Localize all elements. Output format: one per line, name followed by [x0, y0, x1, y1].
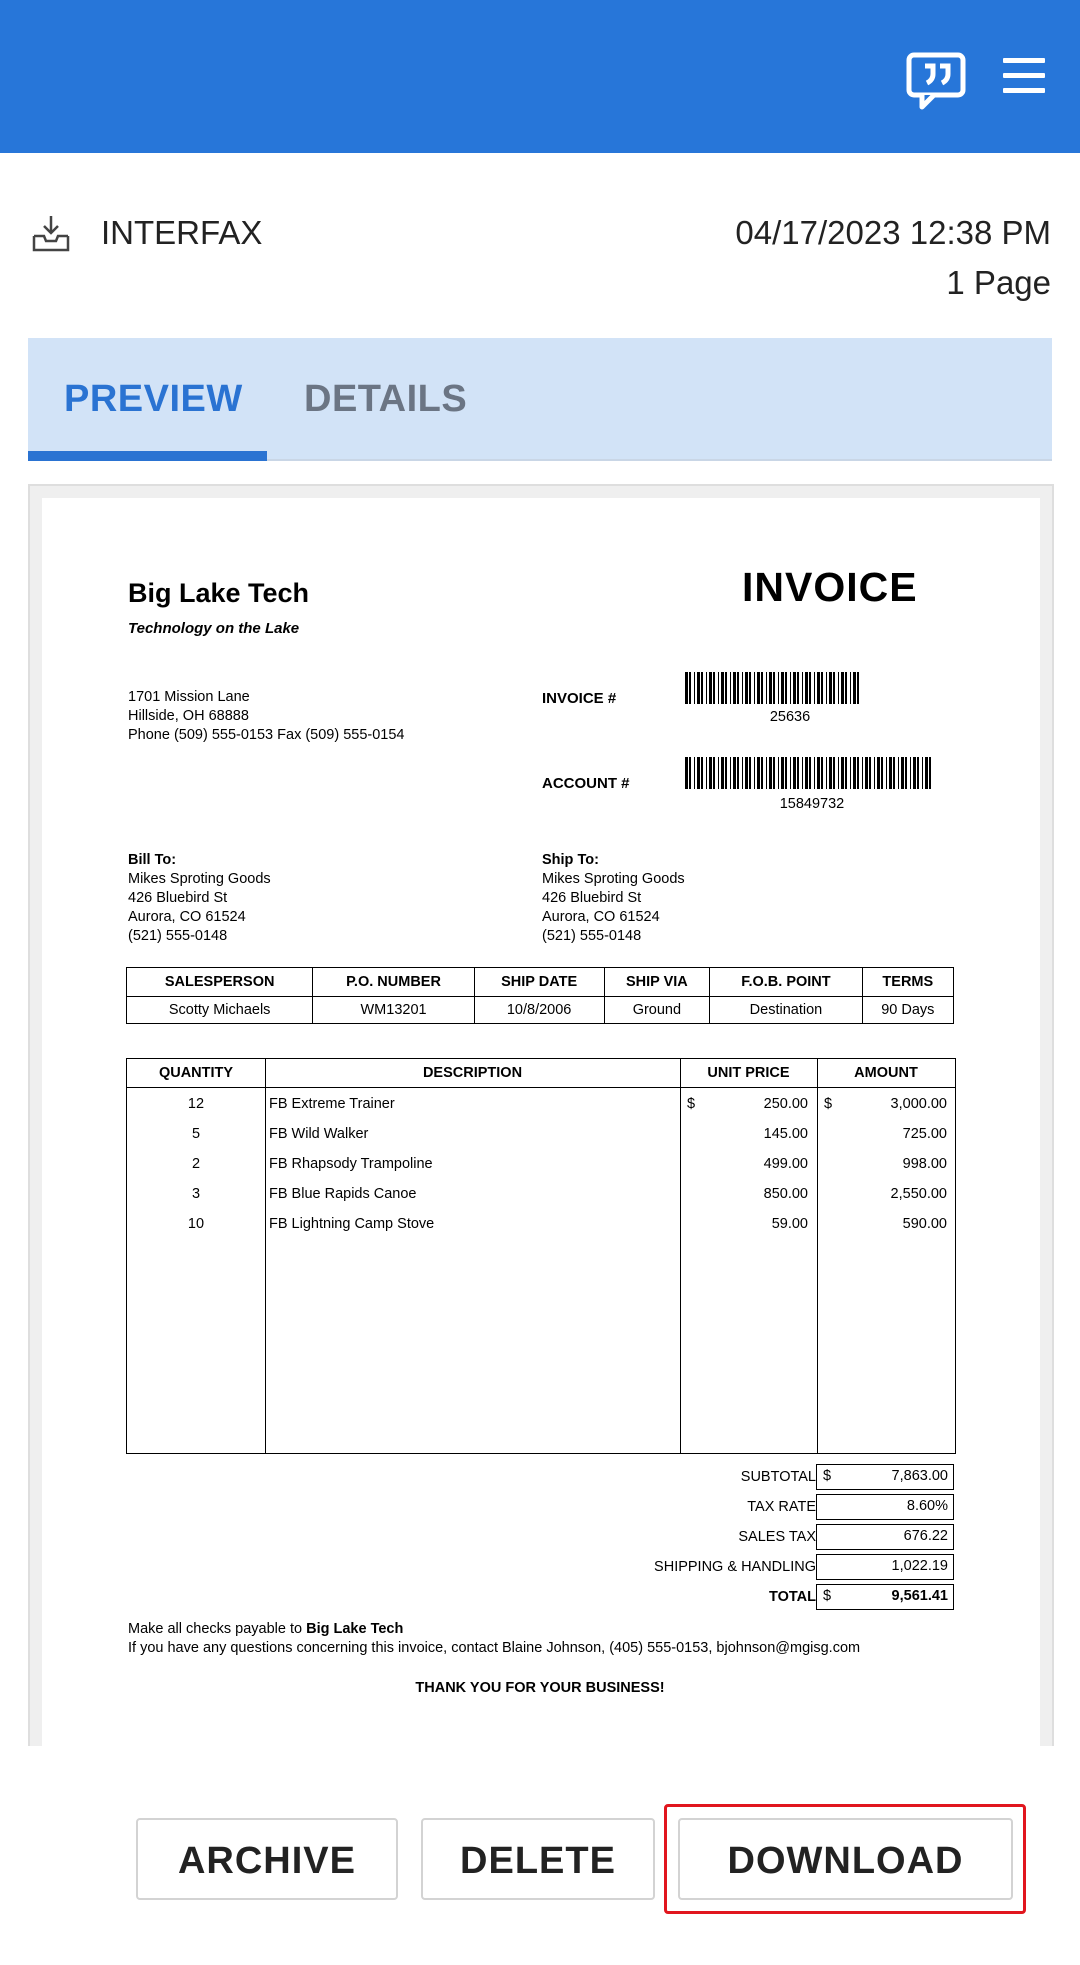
total-label: SALES TAX: [738, 1529, 816, 1545]
ship-to-block: Ship To: Mikes Sproting Goods 426 Bluebird St Aurora, CO 61524 (521) 555-0148: [542, 852, 685, 944]
order-value-cell: WM13201: [313, 997, 474, 1024]
items-header-amount: AMOUNT: [854, 1065, 918, 1081]
order-header-cell: SHIP DATE: [474, 968, 604, 997]
item-description: FB Rhapsody Trampoline: [269, 1156, 433, 1172]
total-value: 676.22: [903, 1528, 948, 1544]
account-number-label: ACCOUNT #: [542, 775, 630, 792]
order-header-cell: F.O.B. POINT: [710, 968, 862, 997]
invoice-number-label: INVOICE #: [542, 690, 617, 707]
tab-preview[interactable]: PREVIEW: [64, 378, 243, 420]
item-unit-price: 499.00: [763, 1156, 808, 1172]
items-header-unit-price: UNIT PRICE: [707, 1065, 790, 1081]
item-unit-price: 850.00: [763, 1186, 808, 1202]
item-description: FB Extreme Trainer: [269, 1096, 395, 1112]
tab-bar: [28, 338, 1052, 461]
document-preview[interactable]: [28, 484, 1054, 1746]
total-value-box: [816, 1524, 954, 1550]
delete-button[interactable]: DELETE: [421, 1818, 655, 1900]
order-value-cell: 10/8/2006: [474, 997, 604, 1024]
invoice-barcode: [685, 672, 865, 704]
total-value: 1,022.19: [891, 1558, 948, 1574]
invoice-title: INVOICE: [742, 564, 918, 610]
total-value-box: [816, 1554, 954, 1580]
tab-details[interactable]: DETAILS: [304, 378, 468, 420]
items-header-quantity: QUANTITY: [158, 1065, 234, 1081]
item-amount: 725.00: [902, 1126, 947, 1142]
order-header-cell: TERMS: [862, 968, 953, 997]
order-header-cell: SALESPERSON: [127, 968, 313, 997]
item-description: FB Wild Walker: [269, 1126, 369, 1142]
order-header-cell: P.O. NUMBER: [313, 968, 474, 997]
download-highlight-box: [664, 1804, 1026, 1914]
download-button[interactable]: DOWNLOAD: [678, 1818, 1013, 1900]
total-value-box: [816, 1584, 954, 1610]
fax-page-count: 1 Page: [946, 264, 1051, 301]
fax-sender: INTERFAX: [101, 214, 263, 251]
order-value-cell: Scotty Michaels: [127, 997, 313, 1024]
currency-symbol: $: [824, 1096, 833, 1112]
total-value-box: [816, 1464, 954, 1490]
currency-symbol: $: [823, 1468, 832, 1484]
total-value: 8.60%: [906, 1498, 948, 1514]
item-unit-price: 250.00: [763, 1096, 808, 1112]
item-quantity: 3: [191, 1186, 201, 1202]
fax-info-row: [0, 200, 1080, 310]
hamburger-menu-icon[interactable]: [1003, 56, 1045, 101]
invoice-tagline: Technology on the Lake: [128, 620, 300, 637]
currency-symbol: $: [823, 1588, 832, 1604]
fax-datetime: 04/17/2023 12:38 PM: [735, 214, 1051, 251]
bill-to-block: Bill To: Mikes Sproting Goods 426 Bluebird St Aurora, CO 61524 (521) 555-0148: [128, 852, 271, 944]
total-value-box: [816, 1494, 954, 1520]
item-amount: 3,000.00: [890, 1096, 947, 1112]
total-label: TAX RATE: [747, 1499, 816, 1515]
questions-note: If you have any questions concerning this invoice, contact Blaine Johnson, (405) 555-0153, bjohnson@mgisg.com: [128, 1640, 861, 1656]
account-barcode: [685, 757, 939, 789]
item-quantity: 10: [187, 1216, 205, 1232]
total-label: SHIPPING & HANDLING: [654, 1559, 816, 1575]
checks-note: Make all checks payable to Big Lake Tech: [128, 1621, 404, 1637]
item-description: FB Lightning Camp Stove: [269, 1216, 435, 1232]
items-header-description: DESCRIPTION: [422, 1065, 523, 1081]
order-value-cell: 90 Days: [862, 997, 953, 1024]
item-amount: 590.00: [902, 1216, 947, 1232]
item-quantity: 5: [191, 1126, 201, 1142]
order-info-table: [126, 967, 954, 1024]
currency-symbol: $: [687, 1096, 696, 1112]
invoice-company-name: Big Lake Tech: [128, 578, 310, 608]
total-value: 7,863.00: [891, 1468, 948, 1484]
item-description: FB Blue Rapids Canoe: [269, 1186, 417, 1202]
order-header-cell: SHIP VIA: [604, 968, 710, 997]
total-label: TOTAL: [769, 1589, 816, 1605]
total-label: SUBTOTAL: [740, 1469, 816, 1485]
total-value: 9,561.41: [891, 1588, 948, 1604]
account-number: 15849732: [779, 796, 845, 812]
item-amount: 998.00: [902, 1156, 947, 1172]
thank-you-note: THANK YOU FOR YOUR BUSINESS!: [415, 1680, 665, 1696]
item-quantity: 12: [187, 1096, 205, 1112]
active-tab-indicator: [28, 451, 267, 461]
item-amount: 2,550.00: [890, 1186, 947, 1202]
item-unit-price: 145.00: [763, 1126, 808, 1142]
invoice-page: [42, 498, 1040, 1746]
inbox-tray-icon: [31, 214, 71, 259]
archive-button[interactable]: ARCHIVE: [136, 1818, 398, 1900]
order-value-cell: Ground: [604, 997, 710, 1024]
item-unit-price: 59.00: [771, 1216, 808, 1232]
line-items-table: [126, 1058, 956, 1454]
item-quantity: 2: [191, 1156, 201, 1172]
invoice-number: 25636: [769, 709, 811, 725]
order-value-cell: Destination: [710, 997, 862, 1024]
app-top-bar: [0, 0, 1080, 153]
company-address: 1701 Mission Lane Hillside, OH 68888 Phone (509) 555-0153 Fax (509) 555-0154: [128, 689, 405, 743]
quote-chat-icon[interactable]: [906, 52, 966, 115]
